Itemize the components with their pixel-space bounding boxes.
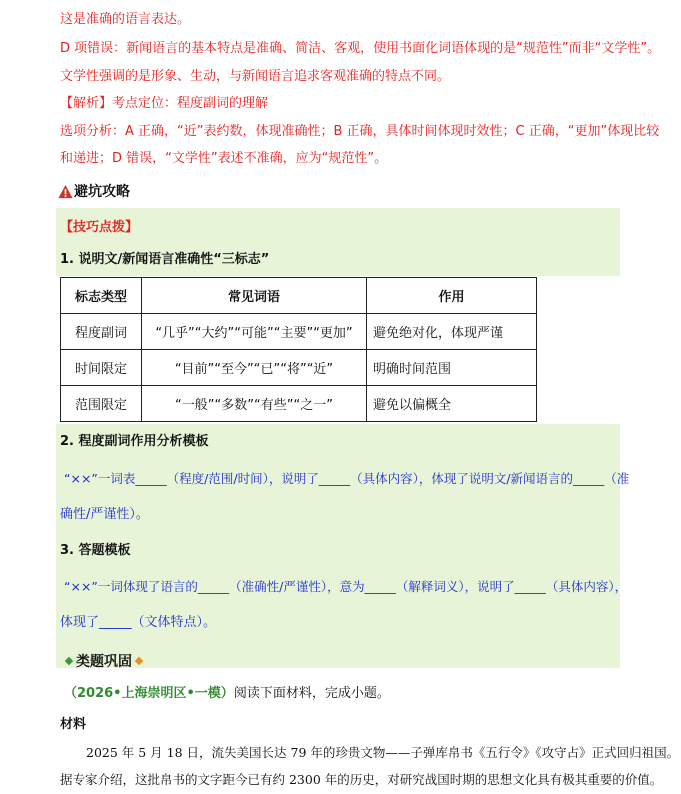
section-1-heading: 1. 说明文/新闻语言准确性“三标志” bbox=[60, 252, 270, 267]
table-header-cell: 标志类型 bbox=[61, 278, 142, 314]
material-paragraph-2: 据专家介绍，这批帛书的文字距今已有约 2300 年的历史，对研究战国时期的思想文化具有极其重要的价值。 bbox=[60, 772, 663, 787]
table-cell: “一般”“多数”“有些”“之一” bbox=[142, 386, 367, 422]
practice-title: 类题巩固 bbox=[76, 654, 132, 670]
diamond-icon bbox=[65, 657, 73, 665]
diamond-icon bbox=[135, 657, 143, 665]
practice-source: （2026•上海崇明区•一模） bbox=[64, 686, 234, 701]
table-header-cell: 作用 bbox=[367, 278, 537, 314]
pitfall-header bbox=[58, 181, 130, 201]
pitfall-title: 避坑攻略 bbox=[74, 184, 130, 200]
analysis-tag: 【解析】 bbox=[60, 96, 113, 111]
accuracy-markers-table bbox=[60, 277, 537, 422]
template-2-line-2: 确性/严谨性）。 bbox=[60, 507, 149, 522]
table-cell: “几乎”“大约”“可能”“主要”“更加” bbox=[142, 314, 367, 350]
material-label: 材料 bbox=[60, 717, 87, 732]
warning-triangle-icon bbox=[58, 184, 73, 199]
section-2-heading: 2. 程度副词作用分析模板 bbox=[60, 434, 209, 449]
table-header-row bbox=[61, 278, 537, 314]
table-row bbox=[61, 386, 537, 422]
analysis-line-5: 选项分析：A 正确，“近”表约数，体现准确性；B 正确，具体时间体现时效性；C 正确，“更加”体现比较 bbox=[60, 124, 660, 139]
analysis-tag-text: 考点定位：程度副词的理解 bbox=[112, 96, 269, 111]
practice-header bbox=[62, 651, 146, 671]
analysis-line-1: 这是准确的语言表达。 bbox=[60, 12, 191, 27]
template-3-line-2: 体现了_____（文体特点）。 bbox=[60, 615, 217, 630]
material-paragraph-1: 2025 年 5 月 18 日，流失美国长达 79 年的珍贵文物——子弹库帛书《五行令》《攻守占》正式回归祖国。 bbox=[86, 745, 680, 760]
template-3-line-1: “××”一词体现了语言的_____（准确性/严谨性），意为_____（解释词义），说明了_____（具体内容）， bbox=[64, 579, 628, 594]
table-cell: 避免以偏概全 bbox=[367, 386, 537, 422]
table-cell: 程度副词 bbox=[61, 314, 142, 350]
practice-instruction: 阅读下面材料，完成小题。 bbox=[233, 686, 390, 701]
analysis-line-6: 和递进；D 错误，“文学性”表述不准确，应为“规范性”。 bbox=[60, 151, 388, 166]
tips-box-bottom bbox=[56, 424, 620, 668]
analysis-line-2: D 项错误：新闻语言的基本特点是准确、简洁、客观，使用书面化词语体现的是“规范性”而非“文学性”。 bbox=[60, 41, 661, 56]
table-cell: “目前”“至今”“已”“将”“近” bbox=[142, 350, 367, 386]
tips-title: 【技巧点拨】 bbox=[60, 220, 139, 235]
table-cell: 时间限定 bbox=[61, 350, 142, 386]
table-header-cell: 常见词语 bbox=[142, 278, 367, 314]
table-row bbox=[61, 350, 537, 386]
analysis-line-3: 文学性强调的是形象、生动，与新闻语言追求客观准确的特点不同。 bbox=[60, 69, 451, 84]
table-row bbox=[61, 314, 537, 350]
analysis-tag-line bbox=[60, 96, 268, 112]
table-cell: 明确时间范围 bbox=[367, 350, 537, 386]
practice-source-line bbox=[64, 686, 390, 702]
table-cell: 范围限定 bbox=[61, 386, 142, 422]
table-cell: 避免绝对化，体现严谨 bbox=[367, 314, 537, 350]
template-2-line-1: “××”一词表_____（程度/范围/时间），说明了_____（具体内容），体现了说明文/新闻语言的_____（准 bbox=[64, 471, 630, 486]
section-3-heading: 3. 答题模板 bbox=[60, 543, 131, 558]
